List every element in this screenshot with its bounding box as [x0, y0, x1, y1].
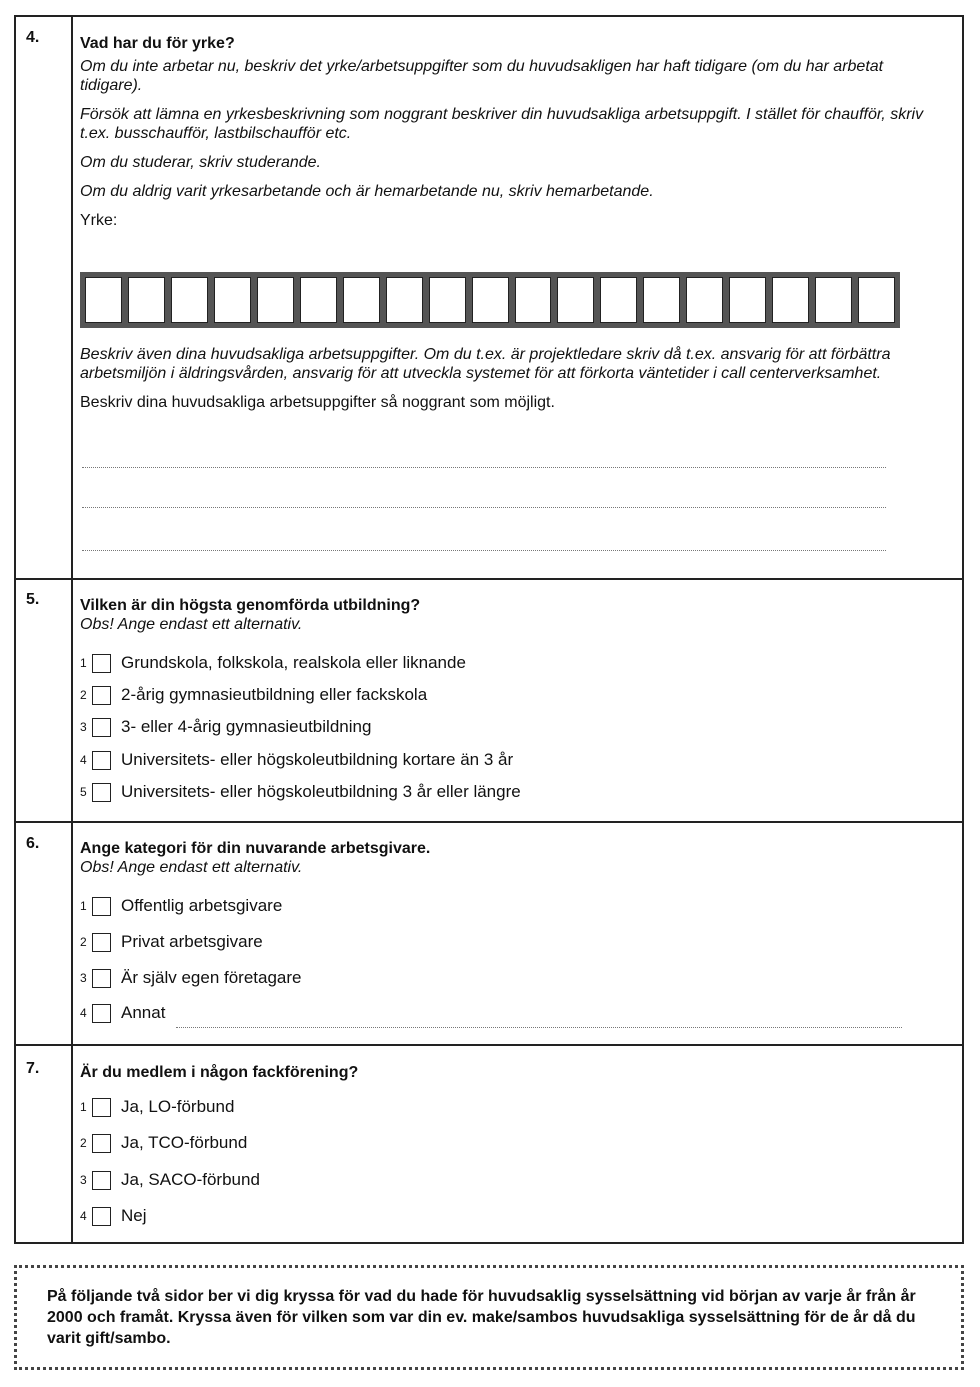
- character-box[interactable]: [772, 277, 809, 323]
- instruction-text: Obs! Ange endast ett alternativ.: [80, 859, 303, 876]
- answer-line[interactable]: [82, 507, 886, 508]
- option-row[interactable]: 3 3- eller 4-årig gymnasieutbildning: [80, 717, 372, 736]
- checkbox[interactable]: [92, 1207, 111, 1226]
- option-label: 2-årig gymnasieutbildning eller fackskola: [121, 685, 428, 704]
- character-box[interactable]: [729, 277, 766, 323]
- row-divider: [16, 1044, 962, 1046]
- option-row[interactable]: 5 Universitets- eller högskoleutbildning 3 år eller längre: [80, 782, 521, 801]
- option-row[interactable]: 2 Privat arbetsgivare: [80, 932, 263, 951]
- character-box[interactable]: [300, 277, 337, 323]
- checkbox[interactable]: [92, 751, 111, 770]
- option-row[interactable]: 4 Universitets- eller högskoleutbildning kortare än 3 år: [80, 750, 514, 769]
- character-box[interactable]: [214, 277, 251, 323]
- option-label: Universitets- eller högskoleutbildning 3 år eller längre: [121, 782, 521, 801]
- option-row[interactable]: 4 Nej: [80, 1206, 147, 1225]
- notice-text: På följande två sidor ber vi dig kryssa för vad du hade för huvudsaklig sysselsättning vid början av varje år från år 2000 och framåt. Kryssa även för vilken som var din ev. make/sambos huvudsakliga sysselsättning för de år då du varit gift/sambo.: [47, 1288, 916, 1347]
- character-box[interactable]: [386, 277, 423, 323]
- question-title: Vilken är din högsta genomförda utbildning?: [80, 597, 421, 614]
- character-box[interactable]: [343, 277, 380, 323]
- question-title: Ange kategori för din nuvarande arbetsgivare.: [80, 840, 431, 857]
- question-title: Är du medlem i någon fackförening?: [80, 1064, 359, 1081]
- question-6: [80, 839, 948, 877]
- option-row[interactable]: 4 Annat: [80, 1003, 166, 1022]
- instruction-text: Försök att lämna en yrkesbeskrivning som noggrant beskriver din huvudsakliga arbetsuppgift. I stället för chaufför, skriv t.ex. busschaufför, lastbilschaufför etc.: [80, 106, 924, 142]
- instruction-text: Om du aldrig varit yrkesarbetande och är hemarbetande nu, skriv hemarbetande.: [80, 183, 654, 200]
- option-row[interactable]: 1 Ja, LO-förbund: [80, 1097, 235, 1116]
- option-label: Universitets- eller högskoleutbildning kortare än 3 år: [121, 750, 514, 769]
- question-number: 5.: [26, 591, 40, 608]
- option-row[interactable]: 2 Ja, TCO-förbund: [80, 1133, 248, 1152]
- option-label: Ja, TCO-förbund: [121, 1133, 248, 1152]
- character-box[interactable]: [686, 277, 723, 323]
- question-title: Vad har du för yrke?: [80, 35, 235, 52]
- option-label: Är själv egen företagare: [121, 968, 302, 987]
- row-divider: [16, 578, 962, 580]
- option-row[interactable]: 1 Offentlig arbetsgivare: [80, 896, 283, 915]
- character-box[interactable]: [128, 277, 165, 323]
- option-row[interactable]: 3 Ja, SACO-förbund: [80, 1170, 260, 1189]
- option-label: Annat: [121, 1003, 166, 1022]
- character-box[interactable]: [85, 277, 122, 323]
- checkbox[interactable]: [92, 1098, 111, 1117]
- checkbox[interactable]: [92, 1134, 111, 1153]
- option-row[interactable]: 1 Grundskola, folkskola, realskola eller liknande: [80, 653, 466, 672]
- checkbox[interactable]: [92, 1004, 111, 1023]
- checkbox[interactable]: [92, 969, 111, 988]
- question-number: 7.: [26, 1060, 40, 1077]
- instruction-text: Obs! Ange endast ett alternativ.: [80, 616, 303, 633]
- checkbox[interactable]: [92, 783, 111, 802]
- instruction-text: Beskriv även dina huvudsakliga arbetsuppgifter. Om du t.ex. är projektledare skriv då t.ex. ansvarig för att förbättra arbetsmiljön i äldringsvården, ansvarig för att utveckla systemet för att förkorta väntetider i call centerverksamhet.: [80, 346, 891, 382]
- character-box[interactable]: [557, 277, 594, 323]
- checkbox[interactable]: [92, 654, 111, 673]
- character-box[interactable]: [515, 277, 552, 323]
- character-box[interactable]: [472, 277, 509, 323]
- yrke-label: Yrke:: [80, 212, 118, 229]
- annet-answer-line[interactable]: [176, 1027, 902, 1028]
- questionnaire-table: [14, 15, 964, 1244]
- option-row[interactable]: 3 Är själv egen företagare: [80, 968, 302, 987]
- option-row[interactable]: 2 2-årig gymnasieutbildning eller fackskola: [80, 685, 428, 704]
- option-label: Ja, SACO-förbund: [121, 1170, 260, 1189]
- instruction-notice-box: [14, 1265, 964, 1370]
- instruction-text: Om du studerar, skriv studerande.: [80, 154, 321, 171]
- question-number: 6.: [26, 835, 40, 852]
- option-label: Offentlig arbetsgivare: [121, 896, 283, 915]
- checkbox[interactable]: [92, 933, 111, 952]
- row-divider: [16, 821, 962, 823]
- occupation-character-boxes[interactable]: [80, 272, 900, 328]
- option-label: Grundskola, folkskola, realskola eller liknande: [121, 653, 466, 672]
- question-number: 4.: [26, 29, 40, 46]
- question-4-description: [80, 345, 948, 412]
- question-5: [80, 596, 948, 634]
- description-label: Beskriv dina huvudsakliga arbetsuppgifter så noggrant som möjligt.: [80, 394, 555, 411]
- question-4: [80, 34, 948, 230]
- answer-line[interactable]: [82, 467, 886, 468]
- character-box[interactable]: [257, 277, 294, 323]
- instruction-text: Om du inte arbetar nu, beskriv det yrke/arbetsuppgifter som du huvudsakligen har haft tidigare (om du har arbetat tidigare).: [80, 58, 884, 94]
- character-box[interactable]: [815, 277, 852, 323]
- option-label: Privat arbetsgivare: [121, 932, 263, 951]
- character-box[interactable]: [858, 277, 895, 323]
- question-7: [80, 1063, 948, 1082]
- character-box[interactable]: [429, 277, 466, 323]
- option-label: Ja, LO-förbund: [121, 1097, 235, 1116]
- number-column-divider: [71, 17, 73, 1242]
- checkbox[interactable]: [92, 686, 111, 705]
- checkbox[interactable]: [92, 718, 111, 737]
- character-box[interactable]: [171, 277, 208, 323]
- checkbox[interactable]: [92, 897, 111, 916]
- character-box[interactable]: [600, 277, 637, 323]
- option-label: 3- eller 4-årig gymnasieutbildning: [121, 717, 372, 736]
- answer-line[interactable]: [82, 550, 886, 551]
- option-label: Nej: [121, 1206, 147, 1225]
- checkbox[interactable]: [92, 1171, 111, 1190]
- character-box[interactable]: [643, 277, 680, 323]
